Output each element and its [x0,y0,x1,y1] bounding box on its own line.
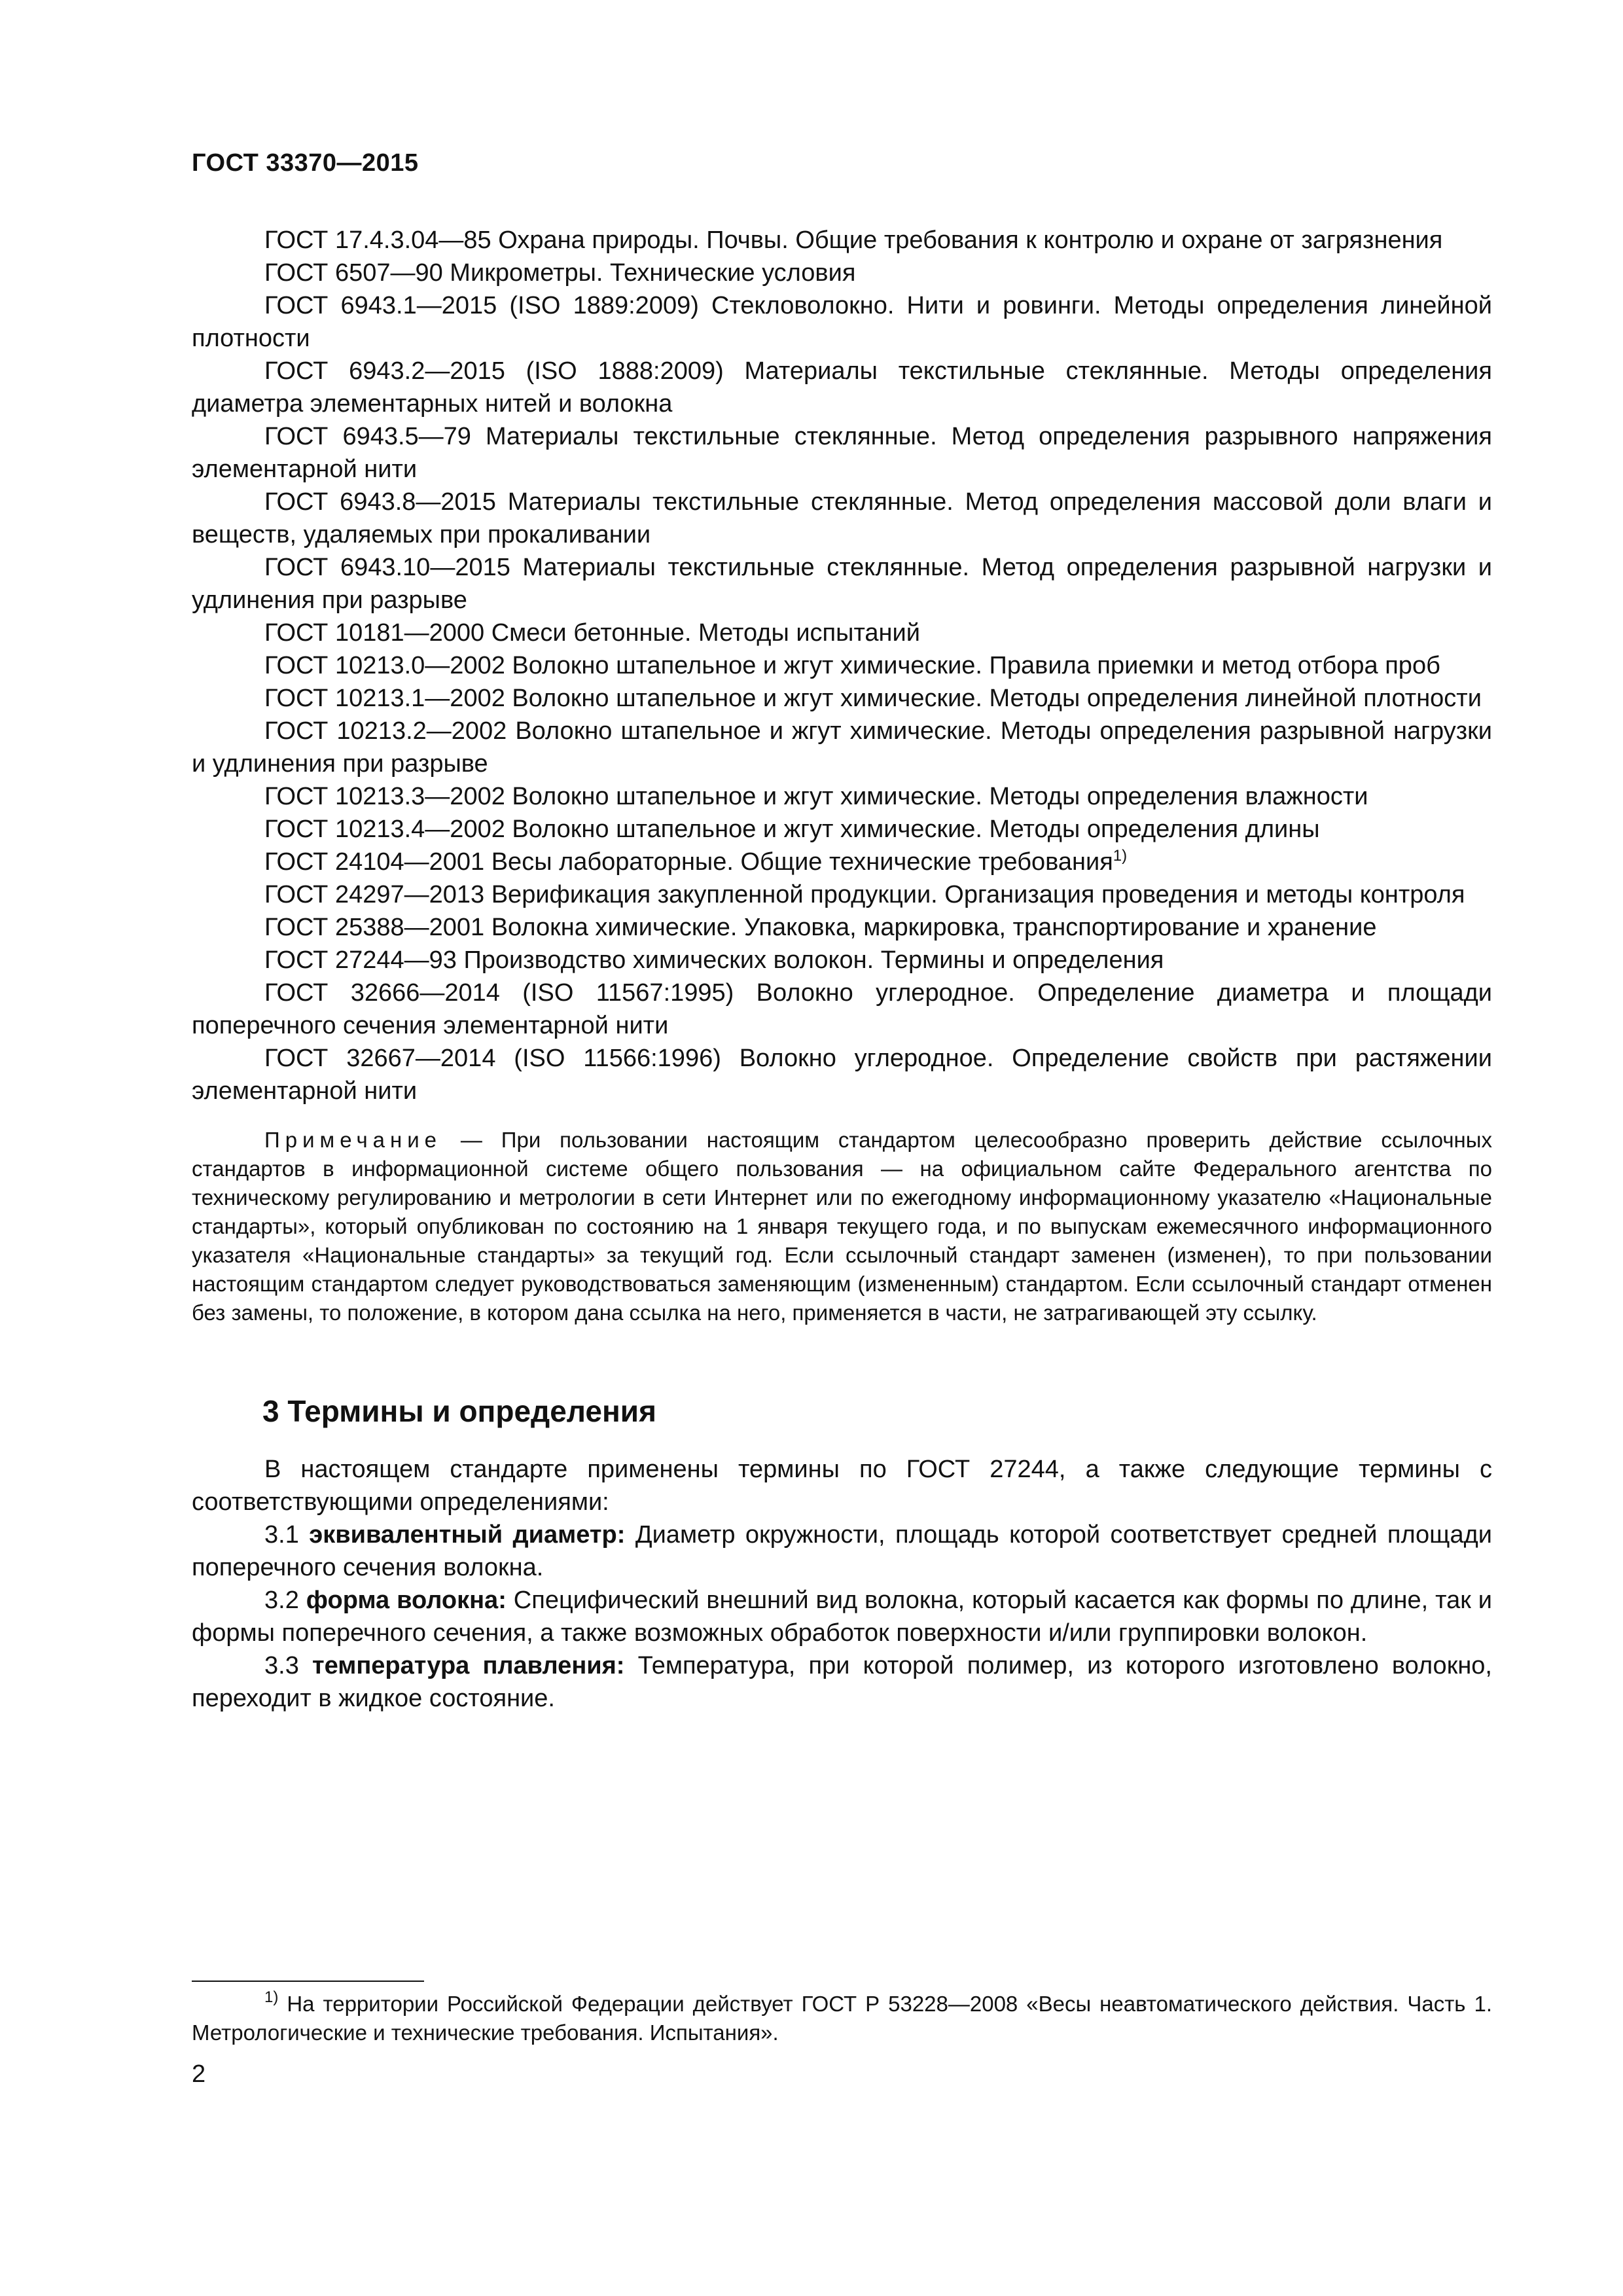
note-text: — При пользовании настоящим стандартом целесообразно проверить действие ссылочных стандартов в информационной системе общего пользования — на официальном сайте Федерального агентства по техническому регулированию и метрологии в сети Интернет или по ежегодному информационному указателю «Национальные стандарты», который опубликован по состоянию на 1 января текущего года, и по выпускам ежемесячного информационного указателя «Национальные стандарты» за текущий год. Если ссылочный стандарт заменен (изменен), то при пользовании настоящим стандартом следует руководствоваться заменяющим (измененным) стандартом. Если ссылочный стандарт отменен без замены, то положение, в котором дана ссылка на него, применяется в части, не затрагивающей эту ссылку. [192,1128,1492,1325]
reference-text: ГОСТ 24104—2001 Весы лабораторные. Общие технические требования [264,848,1113,876]
page-number: 2 [192,2060,206,2088]
reference-item: ГОСТ 27244—93 Производство химических волокон. Термины и определения [264,946,1164,974]
term-number: 3.3 [264,1652,299,1679]
reference-item: ГОСТ 10213.3—2002 Волокно штапельное и жгут химические. Методы определения влажности [264,783,1368,810]
term-name: температура плавления: [312,1652,625,1679]
term-entry [192,1649,1492,1715]
footnote-text: На территории Российской Федерации действует ГОСТ Р 53228—2008 «Весы неавтоматического действия. Часть 1. Метрологические и технические требования. Испытания». [192,1992,1492,2045]
reference-item: ГОСТ 6943.8—2015 Материалы текстильные стеклянные. Метод определения массовой доли влаги и веществ, удаляемых при прокаливании [192,488,1492,548]
reference-item: ГОСТ 10213.4—2002 Волокно штапельное и жгут химические. Методы определения длины [264,816,1320,843]
reference-item: ГОСТ 6507—90 Микрометры. Технические условия [264,259,856,287]
note-paragraph [192,1126,1492,1327]
term-name: форма волокна: [306,1587,507,1614]
term-number: 3.1 [264,1521,299,1549]
reference-item: ГОСТ 32666—2014 (ISO 11567:1995) Волокно углеродное. Определение диаметра и площади поперечного сечения элементарной нити [192,979,1492,1039]
reference-item: ГОСТ 17.4.3.04—85 Охрана природы. Почвы. Общие требования к контролю и охране от загрязнения [264,226,1443,254]
normative-references-list [192,224,1492,1107]
reference-item: ГОСТ 6943.5—79 Материалы текстильные стеклянные. Метод определения разрывного напряжения элементарной нити [192,423,1492,483]
reference-item: ГОСТ 10213.0—2002 Волокно штапельное и жгут химические. Правила приемки и метод отбора проб [264,652,1440,679]
reference-item-with-footnote [192,846,1492,878]
term-name: эквивалентный диаметр: [309,1521,626,1549]
note-label: Примечание [264,1128,442,1152]
footnote [192,1990,1492,2047]
footnote-marker: 1) [1113,847,1128,865]
footnote-marker: 1) [264,1988,279,2006]
reference-item: ГОСТ 6943.10—2015 Материалы текстильные стеклянные. Метод определения разрывной нагрузки и удлинения при разрыве [192,554,1492,614]
term-definition: Температура, при которой полимер, из которого изготовлено волокно, переходит в жидкое состояние. [192,1652,1492,1712]
term-entry [192,1518,1492,1584]
reference-item: ГОСТ 10181—2000 Смеси бетонные. Методы испытаний [264,619,920,647]
reference-item: ГОСТ 6943.1—2015 (ISO 1889:2009) Стекловолокно. Нити и ровинги. Методы определения линейной плотности [192,292,1492,352]
term-definition: Диаметр окружности, площадь которой соответствует средней площади поперечного сечения волокна. [192,1521,1492,1581]
term-number: 3.2 [264,1587,299,1614]
footnote-separator [192,1981,424,1982]
section-intro: В настоящем стандарте применены термины по ГОСТ 27244, а также следующие термины с соответствующими определениями: [192,1456,1492,1516]
reference-item: ГОСТ 6943.2—2015 (ISO 1888:2009) Материалы текстильные стеклянные. Методы определения диаметра элементарных нитей и волокна [192,357,1492,418]
terms-section [192,1453,1492,1715]
document-body [192,224,1492,1715]
reference-item: ГОСТ 10213.1—2002 Волокно штапельное и жгут химические. Методы определения линейной плотности [264,685,1482,712]
reference-item: ГОСТ 32667—2014 (ISO 11566:1996) Волокно углеродное. Определение свойств при растяжении элементарной нити [192,1045,1492,1105]
section-title: 3 Термины и определения [262,1394,656,1428]
term-entry [192,1584,1492,1649]
document-header: ГОСТ 33370—2015 [192,149,419,177]
reference-item: ГОСТ 10213.2—2002 Волокно штапельное и жгут химические. Методы определения разрывной нагрузки и удлинения при разрыве [192,717,1492,778]
reference-item: ГОСТ 24297—2013 Верификация закупленной продукции. Организация проведения и методы контроля [264,881,1465,908]
reference-item: ГОСТ 25388—2001 Волокна химические. Упаковка, маркировка, транспортирование и хранение [264,914,1377,941]
term-definition: Специфический внешний вид волокна, который касается как формы по длине, так и формы поперечного сечения, а также возможных обработок поверхности и/или группировки волокон. [192,1587,1493,1647]
